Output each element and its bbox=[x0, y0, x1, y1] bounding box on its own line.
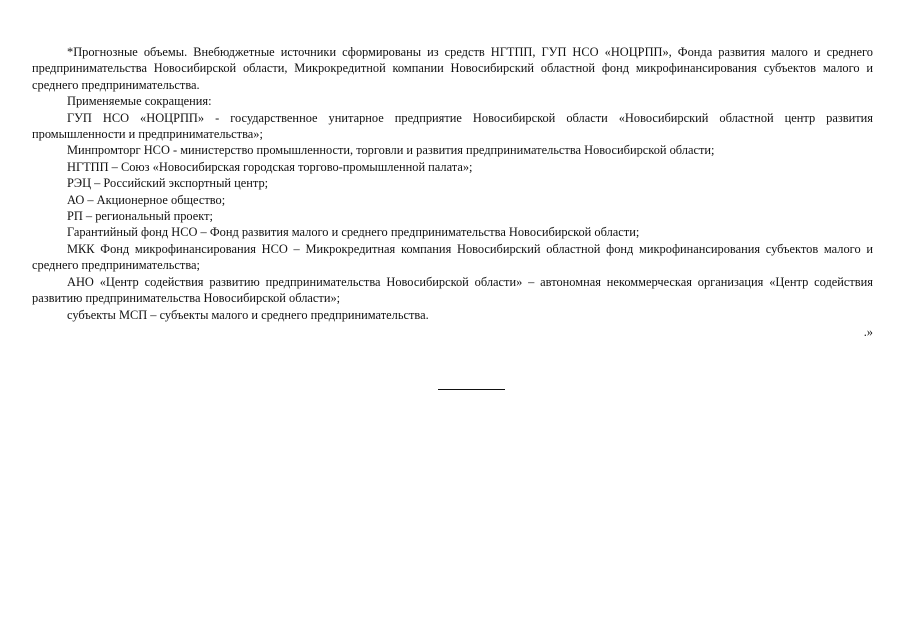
paragraph-abbr-ano: АНО «Центр содействия развитию предпринимательства Новосибирской области» – автономная некоммерческая организация «Центр содействия развитию предпринимательства Новосибирской области»; bbox=[32, 274, 873, 306]
paragraph-abbr-mkk-fund: МКК Фонд микрофинансирования НСО – Микрокредитная компания Новосибирский областной фонд микрофинансирования субъектов малого и среднего предпринимательства; bbox=[32, 241, 873, 273]
paragraph-abbr-ngtpp: НГТПП – Союз «Новосибирская городская торгово-промышленной палата»; bbox=[67, 159, 473, 174]
paragraph-abbr-minpromtorg: Минпромторг НСО - министерство промышленности, торговли и развития предпринимательства Новосибирской области; bbox=[67, 143, 715, 158]
closing-quote-mark: .» bbox=[863, 324, 873, 339]
document-body bbox=[32, 44, 873, 340]
paragraph-abbr-msp: субъекты МСП – субъекты малого и среднего предпринимательства. bbox=[67, 307, 429, 322]
paragraph-forecast-note: *Прогнозные объемы. Внебюджетные источники сформированы из средств НГТПП, ГУП НСО «НОЦРПП», Фонда развития малого и среднего предпринимательства Новосибирской области, Микрокредитной компании Новосибирский областной фонд микрофинансирования субъектов малого и среднего предпринимательства. bbox=[32, 45, 873, 92]
paragraph-abbr-rec: РЭЦ – Российский экспортный центр; bbox=[67, 176, 269, 191]
paragraph-abbreviations-heading: Применяемые сокращения: bbox=[67, 94, 212, 109]
end-separator-line bbox=[438, 389, 505, 390]
paragraph-abbr-guarantee-fund: Гарантийный фонд НСО – Фонд развития малого и среднего предпринимательства Новосибирской области; bbox=[67, 225, 640, 240]
paragraph-abbr-ao: АО – Акционерное общество; bbox=[67, 192, 226, 207]
paragraph-abbr-gup-nso: ГУП НСО «НОЦРПП» - государственное унитарное предприятие Новосибирской области «Новосибирский областной центр развития промышленности и предпринимательства»; bbox=[32, 110, 873, 142]
paragraph-abbr-rp: РП – региональный проект; bbox=[67, 209, 213, 224]
